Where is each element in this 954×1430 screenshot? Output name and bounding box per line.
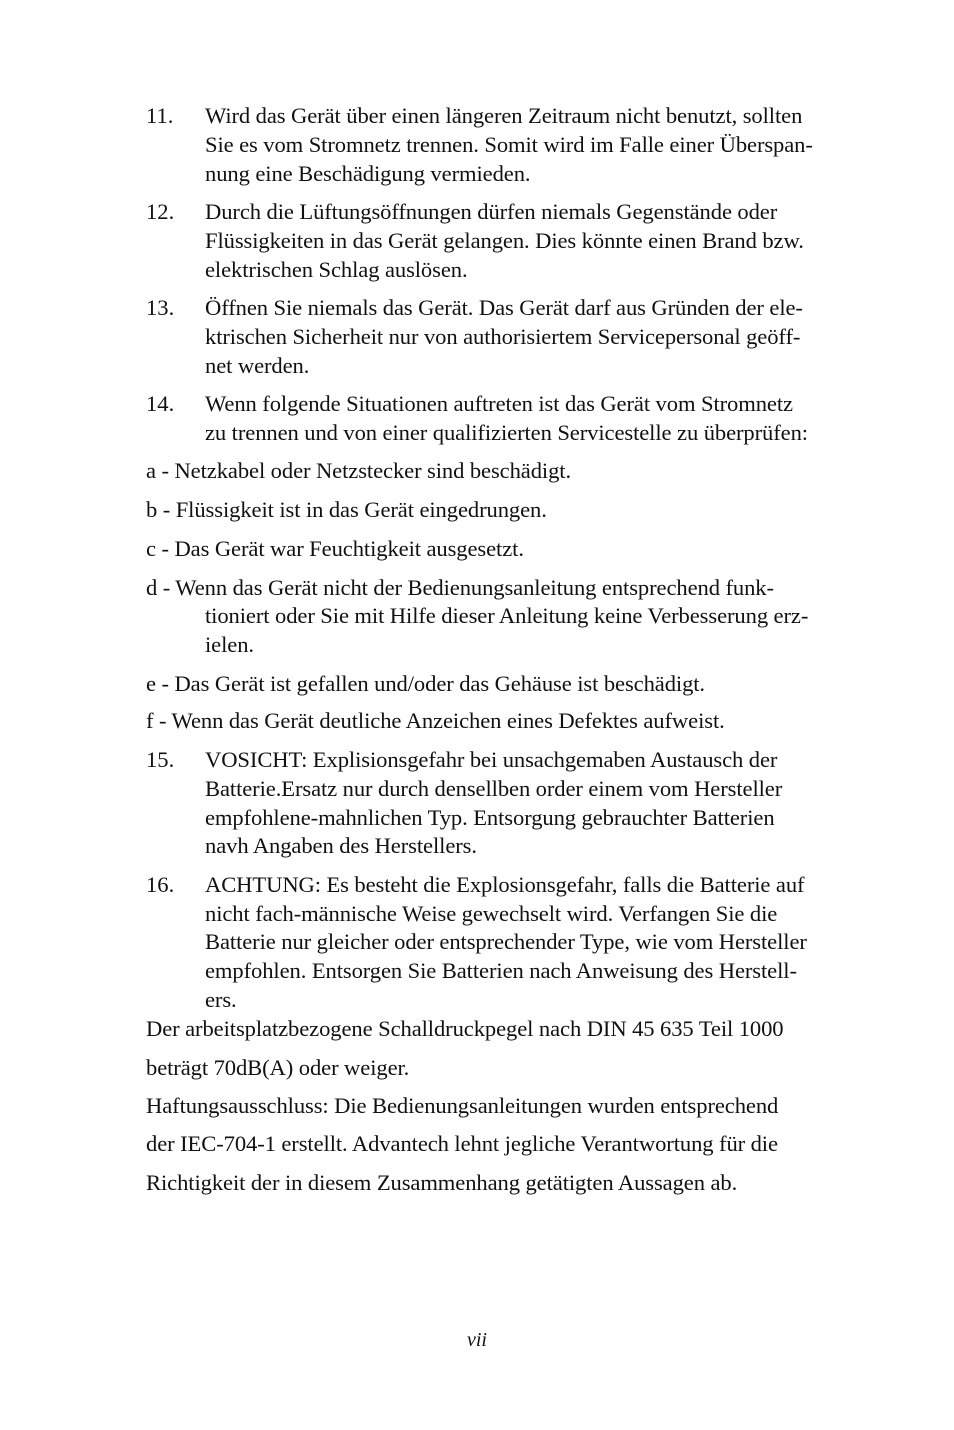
item-text-line: Batterie nur gleicher oder entsprechender Type, wie vom Hersteller: [205, 929, 807, 954]
item-text-line: ACHTUNG: Es besteht die Explosionsgefahr, falls die Batterie auf: [205, 872, 805, 897]
item-text-line: Flüssigkeiten in das Gerät gelangen. Dies könnte einen Brand bzw.: [205, 228, 804, 253]
subitem-text-line: tioniert oder Sie mit Hilfe dieser Anleitung keine Verbesserung erz-: [205, 603, 809, 628]
item-number: 13.: [146, 295, 175, 320]
item-text-line: Öffnen Sie niemals das Gerät. Das Gerät darf aus Gründen der ele-: [205, 295, 803, 320]
item-text-line: net werden.: [205, 353, 310, 378]
subitem-text-line: f - Wenn das Gerät deutliche Anzeichen eines Defektes aufweist.: [146, 708, 725, 733]
subitem-text-line: a - Netzkabel oder Netzstecker sind beschädigt.: [146, 458, 572, 483]
item-text-line: Wird das Gerät über einen längeren Zeitraum nicht benutzt, sollten: [205, 103, 803, 128]
closing-line: Richtigkeit der in diesem Zusammenhang getätigten Aussagen ab.: [146, 1170, 738, 1195]
item-number: 16.: [146, 872, 175, 897]
item-text-line: nicht fach-männische Weise gewechselt wird. Verfangen Sie die: [205, 901, 778, 926]
item-number: 15.: [146, 747, 175, 772]
item-text-line: zu trennen und von einer qualifizierten Servicestelle zu überprüfen:: [205, 420, 808, 445]
subitem-text-line: e - Das Gerät ist gefallen und/oder das Gehäuse ist beschädigt.: [146, 671, 705, 696]
item-text-line: ers.: [205, 987, 237, 1012]
item-text-line: ktrischen Sicherheit nur von authorisiertem Servicepersonal geöff-: [205, 324, 801, 349]
item-text-line: VOSICHT: Explisionsgefahr bei unsachgemaben Austausch der: [205, 747, 778, 772]
subitem-text-line: d - Wenn das Gerät nicht der Bedienungsanleitung entsprechend funk-: [146, 575, 774, 600]
closing-line: Der arbeitsplatzbezogene Schalldruckpegel nach DIN 45 635 Teil 1000: [146, 1016, 784, 1041]
item-text-line: empfohlene-mahnlichen Typ. Entsorgung gebrauchter Batterien: [205, 805, 775, 830]
subitem-text-line: b - Flüssigkeit ist in das Gerät eingedrungen.: [146, 497, 547, 522]
item-text-line: empfohlen. Entsorgen Sie Batterien nach Anweisung des Herstell-: [205, 958, 797, 983]
item-text-line: Durch die Lüftungsöffnungen dürfen niemals Gegenstände oder: [205, 199, 778, 224]
closing-line: Haftungsausschluss: Die Bedienungsanleitungen wurden entsprechend: [146, 1093, 779, 1118]
closing-line: beträgt 70dB(A) oder weiger.: [146, 1055, 410, 1080]
item-number: 14.: [146, 391, 175, 416]
page-number: vii: [467, 1329, 487, 1351]
item-text-line: nung eine Beschädigung vermieden.: [205, 161, 531, 186]
item-number: 11.: [146, 103, 174, 128]
item-text-line: Sie es vom Stromnetz trennen. Somit wird im Falle einer Überspan-: [205, 132, 813, 157]
item-text-line: navh Angaben des Herstellers.: [205, 833, 477, 858]
subitem-text-line: ielen.: [205, 632, 254, 657]
item-text-line: Batterie.Ersatz nur durch densellben order einem vom Hersteller: [205, 776, 783, 801]
item-number: 12.: [146, 199, 175, 224]
item-text-line: elektrischen Schlag auslösen.: [205, 257, 468, 282]
closing-line: der IEC-704-1 erstellt. Advantech lehnt jegliche Verantwortung für die: [146, 1131, 778, 1156]
subitem-text-line: c - Das Gerät war Feuchtigkeit ausgesetzt.: [146, 536, 524, 561]
item-text-line: Wenn folgende Situationen auftreten ist das Gerät vom Stromnetz: [205, 391, 793, 416]
